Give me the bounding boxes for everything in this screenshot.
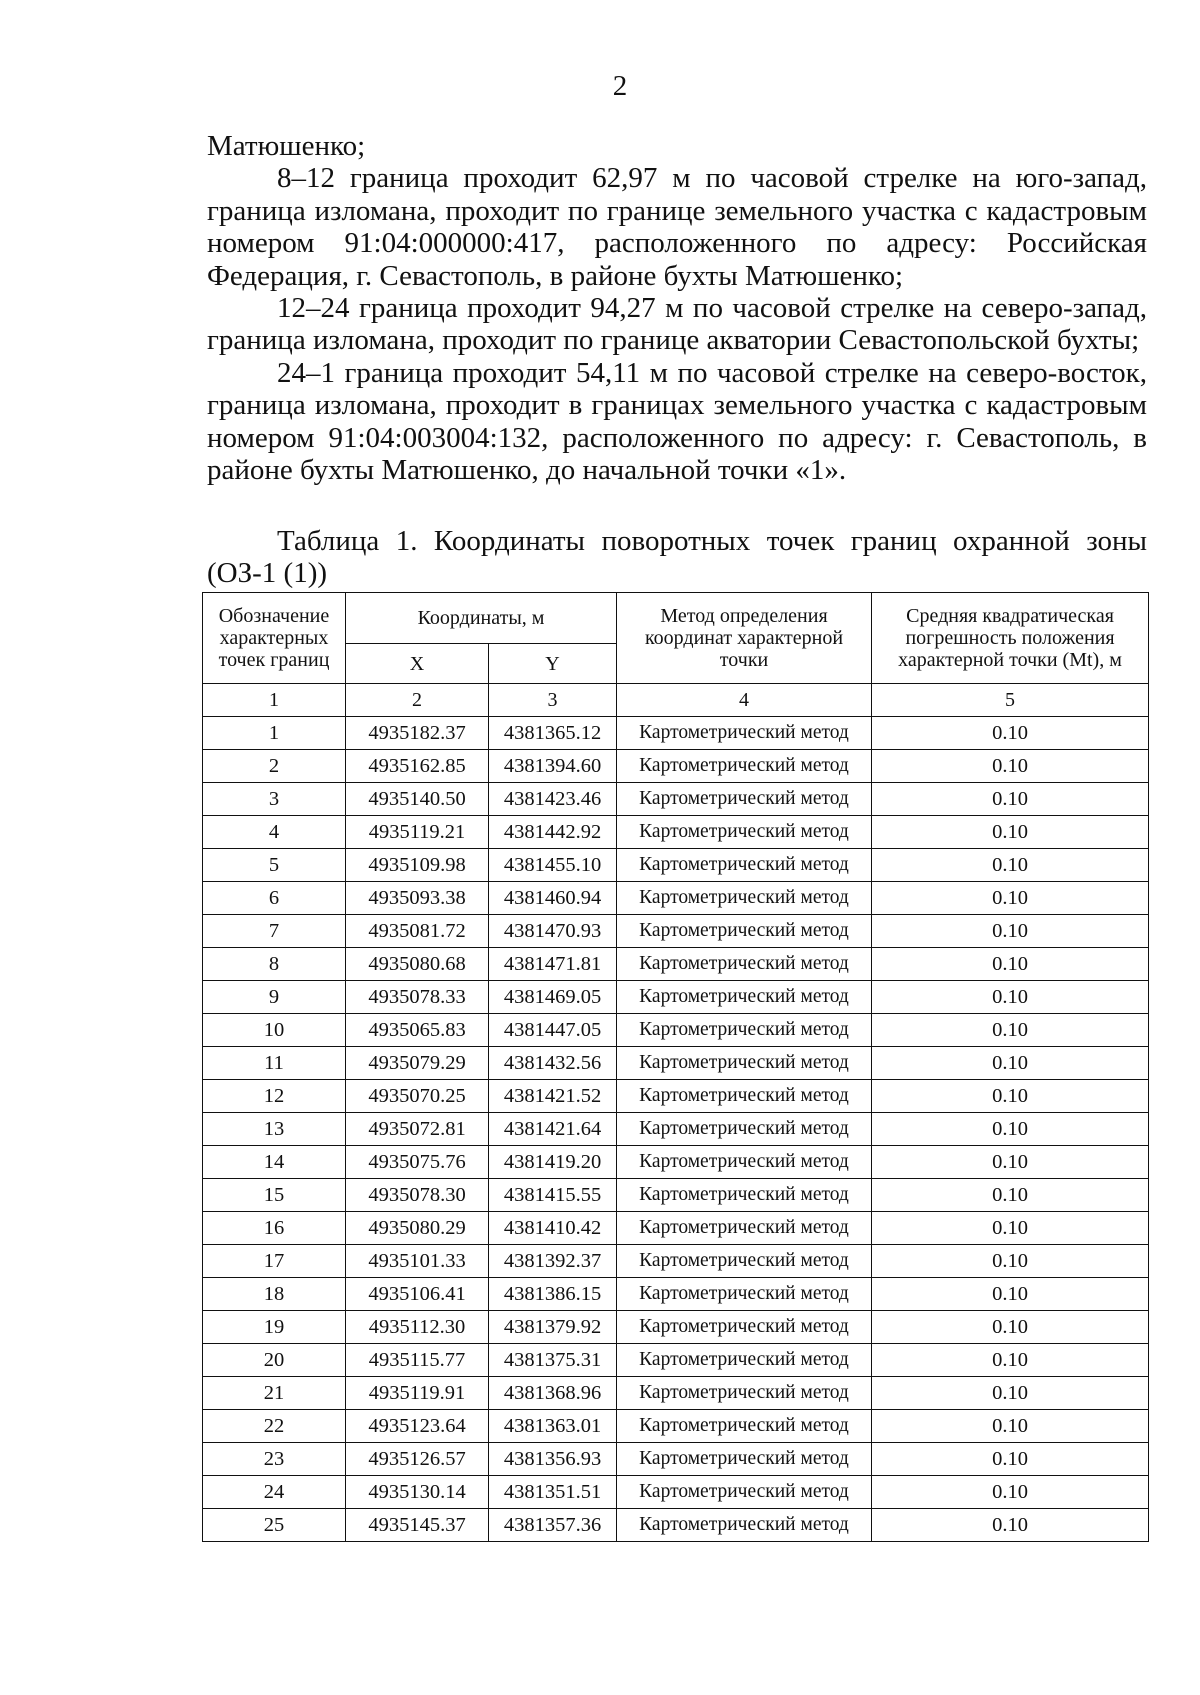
y-cell: 4381386.15 [489, 1278, 617, 1311]
table-row [203, 1509, 1149, 1542]
x-cell: 4935078.33 [346, 981, 489, 1014]
x-cell: 4935145.37 [346, 1509, 489, 1542]
x-cell: 4935072.81 [346, 1113, 489, 1146]
point-cell: 21 [203, 1377, 346, 1410]
mt-cell: 0.10 [872, 1278, 1149, 1311]
x-cell: 4935119.91 [346, 1377, 489, 1410]
mt-cell: 0.10 [872, 1212, 1149, 1245]
table-row [203, 1014, 1149, 1047]
column-number: 1 [203, 684, 346, 717]
x-cell: 4935079.29 [346, 1047, 489, 1080]
y-cell: 4381471.81 [489, 948, 617, 981]
table-row [203, 849, 1149, 882]
y-cell: 4381351.51 [489, 1476, 617, 1509]
method-cell: Картометрический метод [617, 1476, 872, 1509]
mt-cell: 0.10 [872, 750, 1149, 783]
point-cell: 5 [203, 849, 346, 882]
point-cell: 14 [203, 1146, 346, 1179]
x-cell: 4935106.41 [346, 1278, 489, 1311]
mt-cell: 0.10 [872, 1014, 1149, 1047]
column-number: 2 [346, 684, 489, 717]
method-cell: Картометрический метод [617, 750, 872, 783]
point-cell: 10 [203, 1014, 346, 1047]
x-cell: 4935080.68 [346, 948, 489, 981]
header-coordinates: Координаты, м [346, 593, 617, 644]
x-cell: 4935070.25 [346, 1080, 489, 1113]
mt-cell: 0.10 [872, 882, 1149, 915]
method-cell: Картометрический метод [617, 1146, 872, 1179]
mt-cell: 0.10 [872, 1146, 1149, 1179]
y-cell: 4381365.12 [489, 717, 617, 750]
table-row [203, 1179, 1149, 1212]
table-row [203, 981, 1149, 1014]
method-cell: Картометрический метод [617, 1080, 872, 1113]
x-cell: 4935093.38 [346, 882, 489, 915]
point-cell: 3 [203, 783, 346, 816]
method-cell: Картометрический метод [617, 915, 872, 948]
x-cell: 4935075.76 [346, 1146, 489, 1179]
header-x: X [346, 644, 489, 684]
y-cell: 4381460.94 [489, 882, 617, 915]
x-cell: 4935101.33 [346, 1245, 489, 1278]
body-text [207, 130, 1147, 486]
mt-cell: 0.10 [872, 1443, 1149, 1476]
point-cell: 22 [203, 1410, 346, 1443]
table-row [203, 1212, 1149, 1245]
method-cell: Картометрический метод [617, 882, 872, 915]
mt-cell: 0.10 [872, 783, 1149, 816]
paragraph-segment-12-24: 12–24 граница проходит 94,27 м по часовой стрелке на северо-запад, граница изломана, проходит по границе акватории Севастопольской бухты; [207, 292, 1147, 357]
header-error: Средняя квадратическая погрешность положения характерной точки (Mt), м [872, 593, 1149, 684]
table-row [203, 1278, 1149, 1311]
y-cell: 4381421.64 [489, 1113, 617, 1146]
mt-cell: 0.10 [872, 1410, 1149, 1443]
x-cell: 4935109.98 [346, 849, 489, 882]
paragraph-continuation: Матюшенко; [207, 130, 366, 162]
x-cell: 4935130.14 [346, 1476, 489, 1509]
point-cell: 15 [203, 1179, 346, 1212]
paragraph-segment-8-12: 8–12 граница проходит 62,97 м по часовой стрелке на юго-запад, граница изломана, проходит по границе земельного участка с кадастровым номером 91:04:000000:417, расположенного по адресу: Российская Федерация, г. Севастополь, в районе бухты Матюшенко; [207, 162, 1147, 292]
x-cell: 4935119.21 [346, 816, 489, 849]
table-row [203, 1080, 1149, 1113]
column-number: 5 [872, 684, 1149, 717]
y-cell: 4381419.20 [489, 1146, 617, 1179]
mt-cell: 0.10 [872, 981, 1149, 1014]
x-cell: 4935182.37 [346, 717, 489, 750]
method-cell: Картометрический метод [617, 717, 872, 750]
y-cell: 4381394.60 [489, 750, 617, 783]
point-cell: 4 [203, 816, 346, 849]
table-row [203, 1443, 1149, 1476]
y-cell: 4381432.56 [489, 1047, 617, 1080]
x-cell: 4935123.64 [346, 1410, 489, 1443]
x-cell: 4935112.30 [346, 1311, 489, 1344]
table-row [203, 1245, 1149, 1278]
point-cell: 20 [203, 1344, 346, 1377]
method-cell: Картометрический метод [617, 1311, 872, 1344]
mt-cell: 0.10 [872, 1311, 1149, 1344]
method-cell: Картометрический метод [617, 1212, 872, 1245]
method-cell: Картометрический метод [617, 1113, 872, 1146]
x-cell: 4935140.50 [346, 783, 489, 816]
point-cell: 1 [203, 717, 346, 750]
method-cell: Картометрический метод [617, 1443, 872, 1476]
table-row [203, 750, 1149, 783]
method-cell: Картометрический метод [617, 849, 872, 882]
table-body [203, 717, 1149, 1542]
y-cell: 4381447.05 [489, 1014, 617, 1047]
y-cell: 4381379.92 [489, 1311, 617, 1344]
y-cell: 4381455.10 [489, 849, 617, 882]
x-cell: 4935162.85 [346, 750, 489, 783]
header-y: Y [489, 644, 617, 684]
point-cell: 17 [203, 1245, 346, 1278]
method-cell: Картометрический метод [617, 1047, 872, 1080]
y-cell: 4381375.31 [489, 1344, 617, 1377]
point-cell: 7 [203, 915, 346, 948]
page-number: 2 [612, 70, 628, 102]
table-row [203, 1311, 1149, 1344]
method-cell: Картометрический метод [617, 1278, 872, 1311]
y-cell: 4381423.46 [489, 783, 617, 816]
mt-cell: 0.10 [872, 1377, 1149, 1410]
point-cell: 25 [203, 1509, 346, 1542]
y-cell: 4381442.92 [489, 816, 617, 849]
x-cell: 4935065.83 [346, 1014, 489, 1047]
mt-cell: 0.10 [872, 948, 1149, 981]
table-row [203, 816, 1149, 849]
table-row [203, 948, 1149, 981]
point-cell: 19 [203, 1311, 346, 1344]
y-cell: 4381469.05 [489, 981, 617, 1014]
point-cell: 9 [203, 981, 346, 1014]
table-row [203, 1146, 1149, 1179]
point-cell: 16 [203, 1212, 346, 1245]
table-row [203, 1113, 1149, 1146]
table-caption [207, 525, 1147, 590]
table-row [203, 915, 1149, 948]
y-cell: 4381357.36 [489, 1509, 617, 1542]
point-cell: 11 [203, 1047, 346, 1080]
mt-cell: 0.10 [872, 1245, 1149, 1278]
header-method: Метод определения координат характерной точки [617, 593, 872, 684]
x-cell: 4935081.72 [346, 915, 489, 948]
point-cell: 12 [203, 1080, 346, 1113]
y-cell: 4381470.93 [489, 915, 617, 948]
mt-cell: 0.10 [872, 1179, 1149, 1212]
point-cell: 13 [203, 1113, 346, 1146]
point-cell: 2 [203, 750, 346, 783]
point-cell: 6 [203, 882, 346, 915]
mt-cell: 0.10 [872, 849, 1149, 882]
mt-cell: 0.10 [872, 1113, 1149, 1146]
table-caption-text: Таблица 1. Координаты поворотных точек границ охранной зоны (ОЗ-1 (1)) [207, 525, 1147, 590]
table-row [203, 783, 1149, 816]
point-cell: 24 [203, 1476, 346, 1509]
table-row [203, 1344, 1149, 1377]
coordinates-table [202, 592, 1149, 1542]
table-row [203, 1410, 1149, 1443]
mt-cell: 0.10 [872, 816, 1149, 849]
y-cell: 4381410.42 [489, 1212, 617, 1245]
table-row [203, 882, 1149, 915]
point-cell: 8 [203, 948, 346, 981]
method-cell: Картометрический метод [617, 1014, 872, 1047]
table-row [203, 1476, 1149, 1509]
mt-cell: 0.10 [872, 717, 1149, 750]
mt-cell: 0.10 [872, 1344, 1149, 1377]
mt-cell: 0.10 [872, 1047, 1149, 1080]
y-cell: 4381368.96 [489, 1377, 617, 1410]
y-cell: 4381415.55 [489, 1179, 617, 1212]
header-designation: Обозначение характерных точек границ [203, 593, 346, 684]
y-cell: 4381363.01 [489, 1410, 617, 1443]
method-cell: Картометрический метод [617, 1179, 872, 1212]
column-number: 4 [617, 684, 872, 717]
method-cell: Картометрический метод [617, 981, 872, 1014]
column-numbers-row [203, 684, 1149, 717]
method-cell: Картометрический метод [617, 1377, 872, 1410]
mt-cell: 0.10 [872, 915, 1149, 948]
method-cell: Картометрический метод [617, 783, 872, 816]
table-row [203, 1377, 1149, 1410]
mt-cell: 0.10 [872, 1509, 1149, 1542]
method-cell: Картометрический метод [617, 1245, 872, 1278]
x-cell: 4935080.29 [346, 1212, 489, 1245]
x-cell: 4935115.77 [346, 1344, 489, 1377]
method-cell: Картометрический метод [617, 1410, 872, 1443]
method-cell: Картометрический метод [617, 1509, 872, 1542]
method-cell: Картометрический метод [617, 816, 872, 849]
mt-cell: 0.10 [872, 1080, 1149, 1113]
method-cell: Картометрический метод [617, 1344, 872, 1377]
table-row [203, 1047, 1149, 1080]
point-cell: 23 [203, 1443, 346, 1476]
y-cell: 4381356.93 [489, 1443, 617, 1476]
x-cell: 4935126.57 [346, 1443, 489, 1476]
mt-cell: 0.10 [872, 1476, 1149, 1509]
table-row [203, 717, 1149, 750]
y-cell: 4381421.52 [489, 1080, 617, 1113]
y-cell: 4381392.37 [489, 1245, 617, 1278]
paragraph-segment-24-1: 24–1 граница проходит 54,11 м по часовой стрелке на северо-восток, граница изломана, проходит в границах земельного участка с кадастровым номером 91:04:003004:132, расположенного по адресу: г. Севастополь, в районе бухты Матюшенко, до начальной точки «1». [207, 356, 1147, 487]
column-number: 3 [489, 684, 617, 717]
point-cell: 18 [203, 1278, 346, 1311]
method-cell: Картометрический метод [617, 948, 872, 981]
x-cell: 4935078.30 [346, 1179, 489, 1212]
